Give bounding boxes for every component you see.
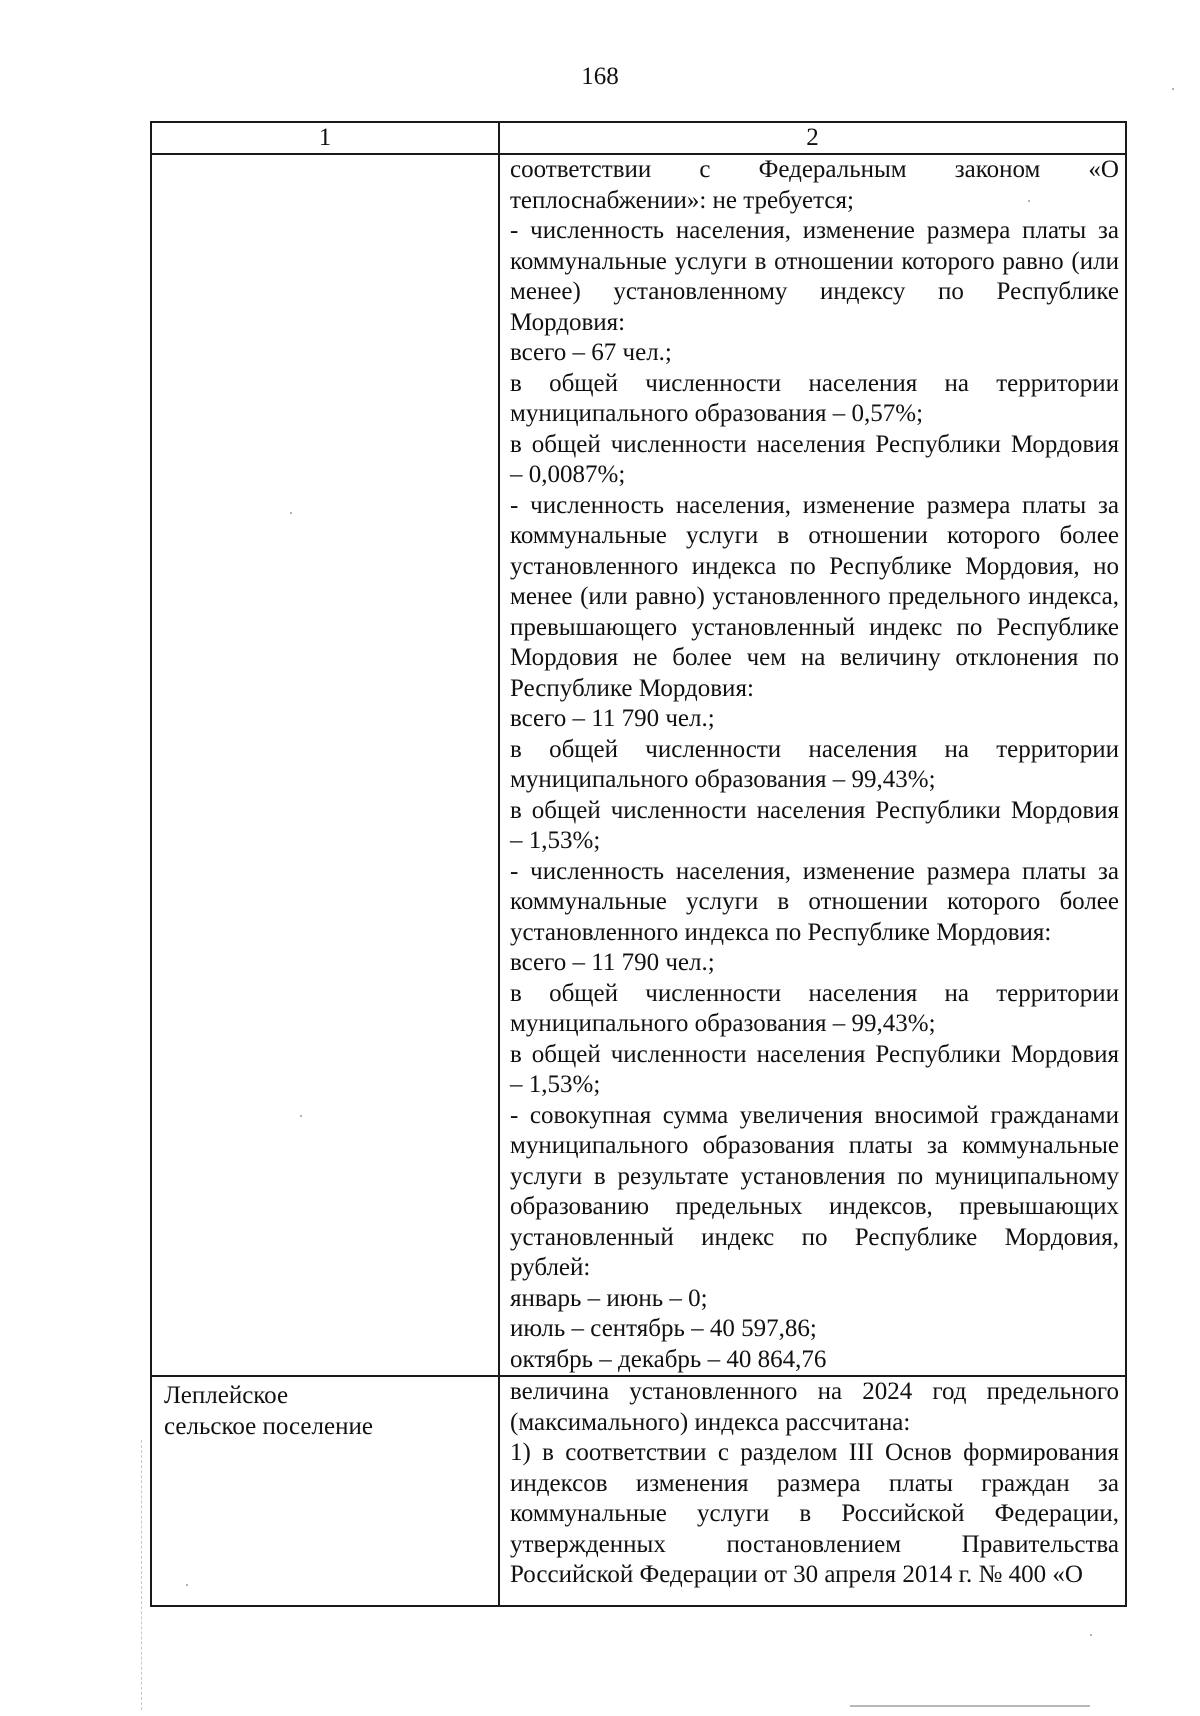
scan-speck [1172, 88, 1174, 90]
scan-speck [300, 1115, 302, 1117]
table-row [151, 1376, 1126, 1606]
scan-speck [290, 512, 292, 514]
scan-speck [1090, 1634, 1092, 1636]
description-cell [499, 154, 1126, 1376]
paragraph: в общей численности населения Республики Мордовия – 1,53%; [510, 796, 1119, 854]
paragraph: величина установленного на 2024 год предельного (максимального) индекса рассчитана: [510, 1378, 1119, 1436]
table-row [151, 154, 1126, 1376]
paragraph: январь – июнь – 0; [510, 1284, 708, 1312]
scan-speck [186, 1584, 188, 1586]
paragraph: соответствии с Федеральным законом «О теплоснабжении»: не требуется; [510, 156, 1119, 214]
paragraph: октябрь – декабрь – 40 864,76 [510, 1345, 827, 1373]
column-header-2: 2 [499, 122, 1126, 154]
paragraph: июль – сентябрь – 40 597,86; [510, 1315, 817, 1342]
municipality-type: сельское поселение [164, 1412, 373, 1440]
paragraph: в общей численности населения Республики Мордовия – 1,53%; [510, 1040, 1119, 1098]
scan-speck [1028, 200, 1030, 202]
municipality-name: Леплейское [164, 1382, 289, 1409]
paragraph: всего – 11 790 чел.; [510, 949, 715, 976]
paragraph: в общей численности населения на территории муниципального образования – 99,43%; [510, 979, 1119, 1037]
municipality-cell [151, 154, 499, 1376]
page-number: 168 [581, 63, 619, 90]
paragraph: всего – 67 чел.; [510, 339, 672, 366]
municipality-cell [151, 1376, 499, 1606]
paragraph: в общей численности населения на территории муниципального образования – 99,43%; [510, 735, 1119, 793]
scan-edge-mark [141, 1440, 143, 1710]
data-table [150, 121, 1127, 1607]
paragraph: в общей численности населения на территории муниципального образования – 0,57%; [510, 369, 1119, 427]
paragraph: - численность населения, изменение размера платы за коммунальные услуги в отношении которого равно (или менее) установленному индексу по Республике Мордовия: [510, 217, 1119, 336]
description-cell [499, 1376, 1126, 1606]
paragraph: - численность населения, изменение размера платы за коммунальные услуги в отношении которого более установленного индекса по Республике Мордовия: [510, 857, 1119, 946]
paragraph: 1) в соответствии с разделом III Основ формирования индексов изменения размера платы граждан за коммунальные услуги в Российской Федерации, утвержденных постановлением Правительства Российской Федерации от 30 апреля 2014 г. № 400 «О [510, 1439, 1119, 1588]
paragraph: - численность населения, изменение размера платы за коммунальные услуги в отношении которого более установленного индекса по Республике Мордовия, но менее (или равно) установленного предельного индекса, превышающего установленный индекс по Республике Мордовия не более чем на величину отклонения по Республике Мордовия: [510, 491, 1119, 702]
table-header-row [151, 122, 1126, 154]
scan-edge-mark [850, 1705, 1090, 1707]
paragraph: всего – 11 790 чел.; [510, 705, 715, 732]
column-header-1: 1 [151, 122, 499, 154]
paragraph: в общей численности населения Республики Мордовия – 0,0087%; [510, 430, 1119, 488]
paragraph: - совокупная сумма увеличения вносимой гражданами муниципального образования платы за коммунальные услуги в результате установления по муниципальному образованию предельных индексов, превышающих установленный индекс по Республике Мордовия, рублей: [510, 1101, 1119, 1281]
